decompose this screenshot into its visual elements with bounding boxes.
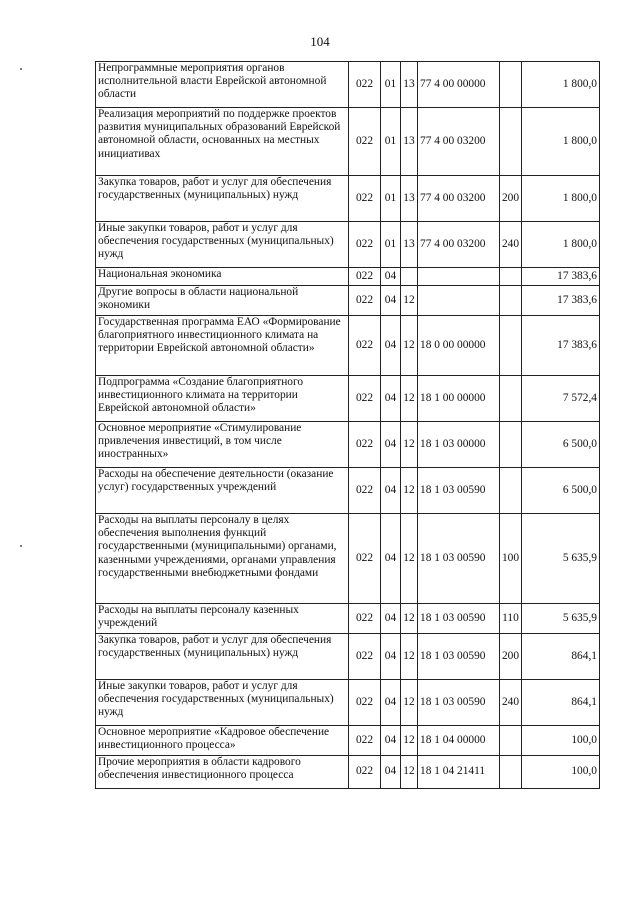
- section-code: 04: [381, 468, 401, 514]
- target-code: 77 4 00 03200: [418, 108, 500, 176]
- expense-type-code: [500, 756, 522, 789]
- table-row: [96, 514, 600, 604]
- target-code: 18 1 04 00000: [418, 726, 500, 756]
- amount-value: 864,1: [522, 680, 600, 726]
- subsection-code: 12: [401, 422, 418, 468]
- page-number: 104: [310, 34, 330, 49]
- row-name: Непрограммные мероприятия органов исполнительной власти Еврейской автономной области: [96, 62, 349, 108]
- section-code: 04: [381, 514, 401, 604]
- expense-type-code: 110: [500, 604, 522, 634]
- row-name: Иные закупки товаров, работ и услуг для обеспечения государственных (муниципальных) нужд: [96, 222, 349, 268]
- expense-type-code: [500, 422, 522, 468]
- ministry-code: 022: [349, 634, 381, 680]
- target-code: 18 0 00 00000: [418, 316, 500, 376]
- target-code: 18 1 03 00590: [418, 468, 500, 514]
- expense-type-code: [500, 62, 522, 108]
- table-row: [96, 176, 600, 222]
- ministry-code: 022: [349, 376, 381, 422]
- expense-type-code: 100: [500, 514, 522, 604]
- table-row: [96, 268, 600, 286]
- amount-value: 1 800,0: [522, 62, 600, 108]
- target-code: 18 1 03 00590: [418, 604, 500, 634]
- target-code: 18 1 03 00590: [418, 514, 500, 604]
- row-name: Другие вопросы в области национальной экономики: [96, 286, 349, 316]
- row-name: Государственная программа ЕАО «Формирование благоприятного инвестиционного климата на территории Еврейской автономной области»: [96, 316, 349, 376]
- ministry-code: 022: [349, 108, 381, 176]
- target-code: 18 1 03 00590: [418, 634, 500, 680]
- section-code: 04: [381, 680, 401, 726]
- ministry-code: 022: [349, 680, 381, 726]
- subsection-code: 13: [401, 108, 418, 176]
- section-code: 04: [381, 634, 401, 680]
- ministry-code: 022: [349, 422, 381, 468]
- subsection-code: 12: [401, 726, 418, 756]
- section-code: 01: [381, 176, 401, 222]
- subsection-code: 12: [401, 316, 418, 376]
- table-row: [96, 634, 600, 680]
- row-name: Расходы на выплаты персоналу в целях обеспечения выполнения функций государственными (муниципальными) органами, казенными учреждениями, органами управления государственными внебюджетными фондами: [96, 514, 349, 604]
- row-name: Основное мероприятие «Кадровое обеспечение инвестиционного процесса»: [96, 726, 349, 756]
- target-code: 77 4 00 03200: [418, 222, 500, 268]
- subsection-code: 12: [401, 604, 418, 634]
- target-code: [418, 268, 500, 286]
- scan-speck: [20, 545, 22, 547]
- target-code: 77 4 00 03200: [418, 176, 500, 222]
- ministry-code: 022: [349, 316, 381, 376]
- table-row: [96, 468, 600, 514]
- row-name: Национальная экономика: [96, 268, 349, 286]
- expense-type-code: [500, 376, 522, 422]
- row-name: Прочие мероприятия в области кадрового обеспечения инвестиционного процесса: [96, 756, 349, 789]
- amount-value: 1 800,0: [522, 176, 600, 222]
- section-code: 04: [381, 376, 401, 422]
- expense-type-code: [500, 726, 522, 756]
- row-name: Расходы на обеспечение деятельности (оказание услуг) государственных учреждений: [96, 468, 349, 514]
- expense-type-code: [500, 108, 522, 176]
- table-row: [96, 680, 600, 726]
- expense-type-code: [500, 468, 522, 514]
- subsection-code: 13: [401, 222, 418, 268]
- target-code: 77 4 00 00000: [418, 62, 500, 108]
- amount-value: 1 800,0: [522, 108, 600, 176]
- subsection-code: 12: [401, 468, 418, 514]
- ministry-code: 022: [349, 286, 381, 316]
- row-name: Иные закупки товаров, работ и услуг для обеспечения государственных (муниципальных) нужд: [96, 680, 349, 726]
- table-row: [96, 222, 600, 268]
- amount-value: 5 635,9: [522, 514, 600, 604]
- subsection-code: 13: [401, 176, 418, 222]
- ministry-code: 022: [349, 468, 381, 514]
- table-row: [96, 316, 600, 376]
- ministry-code: 022: [349, 756, 381, 789]
- table-row: [96, 726, 600, 756]
- expense-type-code: 240: [500, 222, 522, 268]
- expense-type-code: [500, 268, 522, 286]
- budget-table-body: [96, 62, 600, 789]
- scan-speck: [20, 68, 22, 70]
- ministry-code: 022: [349, 604, 381, 634]
- amount-value: 100,0: [522, 726, 600, 756]
- table-row: [96, 286, 600, 316]
- expense-type-code: 240: [500, 680, 522, 726]
- section-code: 01: [381, 108, 401, 176]
- section-code: 04: [381, 726, 401, 756]
- row-name: Закупка товаров, работ и услуг для обеспечения государственных (муниципальных) нужд: [96, 634, 349, 680]
- table-row: [96, 422, 600, 468]
- ministry-code: 022: [349, 514, 381, 604]
- budget-table: [95, 61, 600, 789]
- target-code: 18 1 00 00000: [418, 376, 500, 422]
- section-code: 04: [381, 604, 401, 634]
- ministry-code: 022: [349, 62, 381, 108]
- table-row: [96, 604, 600, 634]
- section-code: 04: [381, 316, 401, 376]
- section-code: 01: [381, 222, 401, 268]
- row-name: Реализация мероприятий по поддержке проектов развития муниципальных образований Еврейской автономной области, основанных на местных инициативах: [96, 108, 349, 176]
- ministry-code: 022: [349, 222, 381, 268]
- ministry-code: 022: [349, 176, 381, 222]
- subsection-code: 13: [401, 62, 418, 108]
- subsection-code: 12: [401, 634, 418, 680]
- section-code: 04: [381, 422, 401, 468]
- table-row: [96, 62, 600, 108]
- row-name: Расходы на выплаты персоналу казенных учреждений: [96, 604, 349, 634]
- amount-value: 100,0: [522, 756, 600, 789]
- ministry-code: 022: [349, 268, 381, 286]
- ministry-code: 022: [349, 726, 381, 756]
- amount-value: 17 383,6: [522, 286, 600, 316]
- section-code: 04: [381, 268, 401, 286]
- table-row: [96, 108, 600, 176]
- amount-value: 17 383,6: [522, 316, 600, 376]
- table-row: [96, 756, 600, 789]
- target-code: 18 1 03 00000: [418, 422, 500, 468]
- amount-value: 5 635,9: [522, 604, 600, 634]
- expense-type-code: [500, 286, 522, 316]
- subsection-code: [401, 268, 418, 286]
- row-name: Закупка товаров, работ и услуг для обеспечения государственных (муниципальных) нужд: [96, 176, 349, 222]
- expense-type-code: [500, 316, 522, 376]
- expense-type-code: 200: [500, 634, 522, 680]
- section-code: 01: [381, 62, 401, 108]
- amount-value: 7 572,4: [522, 376, 600, 422]
- table-row: [96, 376, 600, 422]
- amount-value: 6 500,0: [522, 468, 600, 514]
- amount-value: 17 383,6: [522, 268, 600, 286]
- target-code: 18 1 04 21411: [418, 756, 500, 789]
- amount-value: 864,1: [522, 634, 600, 680]
- subsection-code: 12: [401, 756, 418, 789]
- target-code: 18 1 03 00590: [418, 680, 500, 726]
- subsection-code: 12: [401, 376, 418, 422]
- row-name: Основное мероприятие «Стимулирование привлечения инвестиций, в том числе иностранных»: [96, 422, 349, 468]
- amount-value: 1 800,0: [522, 222, 600, 268]
- section-code: 04: [381, 756, 401, 789]
- amount-value: 6 500,0: [522, 422, 600, 468]
- section-code: 04: [381, 286, 401, 316]
- subsection-code: 12: [401, 680, 418, 726]
- subsection-code: 12: [401, 514, 418, 604]
- expense-type-code: 200: [500, 176, 522, 222]
- subsection-code: 12: [401, 286, 418, 316]
- row-name: Подпрограмма «Создание благоприятного инвестиционного климата на территории Еврейской автономной области»: [96, 376, 349, 422]
- target-code: [418, 286, 500, 316]
